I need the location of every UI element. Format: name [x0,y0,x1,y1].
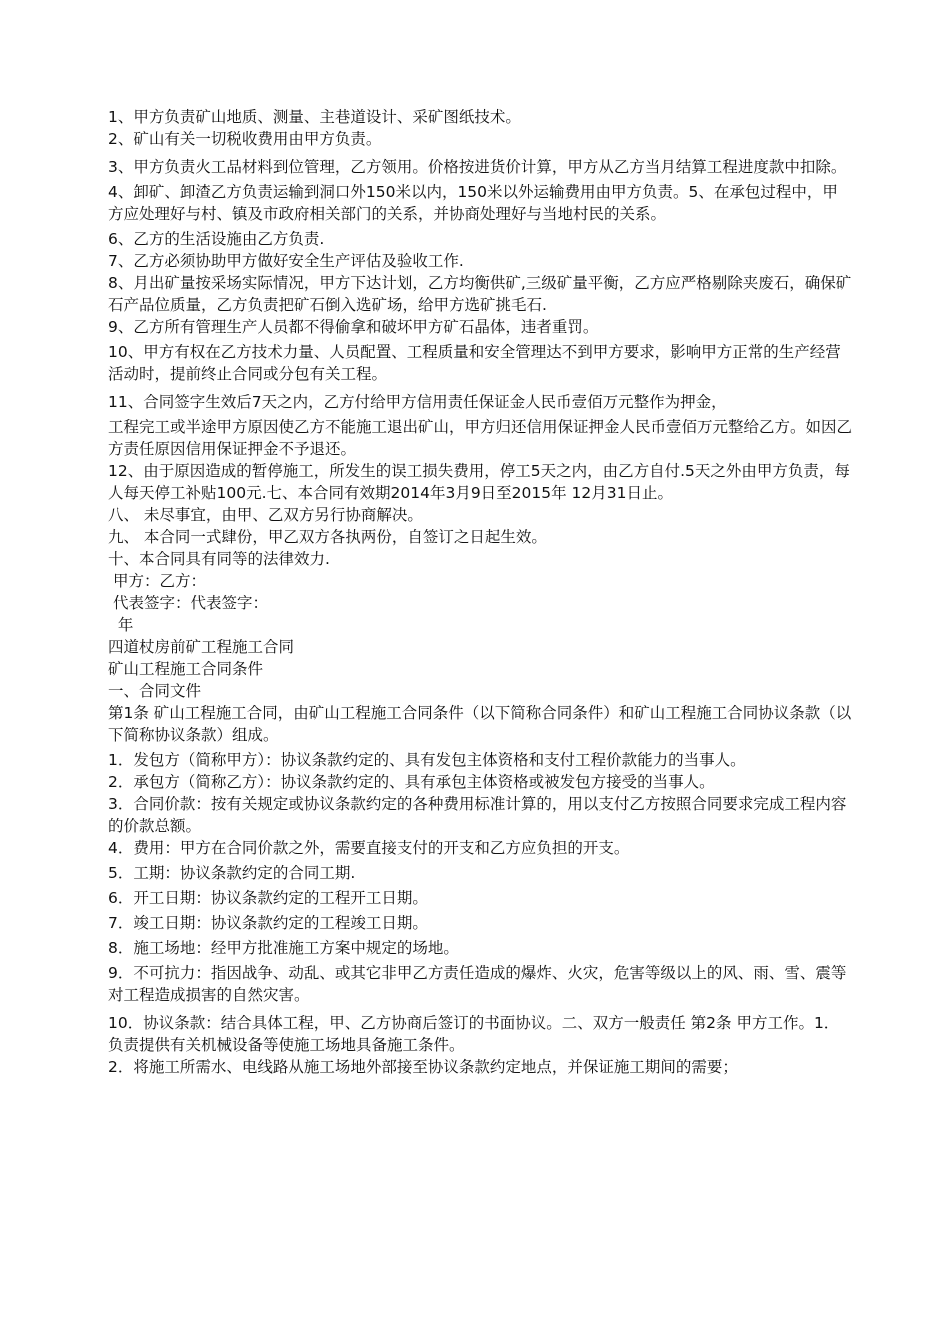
paragraph: 2．承包方（简称乙方）：协议条款约定的、具有承包主体资格或被发包方接受的当事人。 [108,773,715,791]
paragraph: 2．将施工所需水、电线路从施工场地外部接至协议条款约定地点，并保证施工期间的需要； [108,1058,738,1076]
paragraph: 5．工期：协议条款约定的合同工期. [108,864,356,882]
paragraph: 7、乙方必须协助甲方做好安全生产评估及验收工作. [108,252,464,270]
section-title: 矿山工程施工合同条件 [108,660,264,678]
signature-line-party: 甲方：乙方： [108,572,206,590]
paragraph: 4．费用：甲方在合同价款之外，需要直接支付的开支和乙方应负担的开支。 [108,839,630,857]
paragraph: 十、本合同具有同等的法律效力. [108,550,330,568]
paragraph: 6、乙方的生活设施由乙方负责. [108,230,325,248]
paragraph: 3、甲方负责火工品材料到位管理，乙方领用。价格按进货价计算，甲方从乙方当月结算工程进度款中扣除。 [108,158,847,176]
paragraph: 12、由于原因造成的暂停施工，所发生的误工损失费用，停工5天之内，由乙方自付.5天之外由甲方负责，每人每天停工补贴100元.七、本合同有效期2014年3月9日至2015年 12月31日止。 [108,462,850,502]
paragraph: 8．施工场地：经甲方批准施工方案中规定的场地。 [108,939,459,957]
paragraph: 11、合同签字生效后7天之内，乙方付给甲方信用责任保证金人民币壹佰万元整作为押金， [108,393,727,411]
paragraph: 第1条 矿山工程施工合同，由矿山工程施工合同条件（以下简称合同条件）和矿山工程施工合同协议条款（以下简称协议条款）组成。 [108,704,852,744]
paragraph: 3．合同价款：按有关规定或协议条款约定的各种费用标准计算的，用以支付乙方按照合同要求完成工程内容的价款总额。 [108,795,847,835]
paragraph: 工程完工或半途甲方原因使乙方不能施工退出矿山，甲方归还信用保证押金人民币壹佰万元整给乙方。如因乙方责任原因信用保证押金不予退还。 [108,418,853,458]
paragraph: 2、矿山有关一切税收费用由甲方负责。 [108,130,382,148]
section-heading: 一、合同文件 [108,682,202,700]
paragraph: 10．协议条款：结合具体工程，甲、乙方协商后签订的书面协议。二、双方一般责任 第2条 甲方工作。1．负责提供有关机械设备等使施工场地具备施工条件。 [108,1014,840,1054]
paragraph: 7．竣工日期：协议条款约定的工程竣工日期。 [108,914,428,932]
signature-line-representative: 代表签字：代表签字： [108,594,268,612]
paragraph: 9．不可抗力：指因战争、动乱、或其它非甲乙方责任造成的爆炸、火灾，危害等级以上的风、雨、雪、震等对工程造成损害的自然灾害。 [108,964,847,1004]
paragraph: 九、 本合同一式肆份，甲乙双方各执两份，自签订之日起生效。 [108,528,547,546]
paragraph: 八、 未尽事宜，由甲、乙双方另行协商解决。 [108,506,423,524]
paragraph: 1、甲方负责矿山地质、测量、主巷道设计、采矿图纸技术。 [108,108,521,126]
document-body [108,106,853,1078]
paragraph: 4、卸矿、卸渣乙方负责运输到洞口外150米以内，150米以外运输费用由甲方负责。5、在承包过程中，甲方应处理好与村、镇及市政府相关部门的关系，并协商处理好与当地村民的关系。 [108,183,838,223]
paragraph: 10、甲方有权在乙方技术力量、人员配置、工程质量和安全管理达不到甲方要求，影响甲方正常的生产经营活动时，提前终止合同或分包有关工程。 [108,343,841,383]
contract-title: 四道杖房前矿工程施工合同 [108,638,295,656]
signature-line-date: 年 [108,616,134,634]
paragraph: 8、月出矿量按采场实际情况，甲方下达计划，乙方均衡供矿,三级矿量平衡，乙方应严格剔除夹废石，确保矿石产品位质量，乙方负责把矿石倒入选矿场，给甲方选矿挑毛石. [108,274,852,314]
paragraph: 1．发包方（简称甲方）：协议条款约定的、具有发包主体资格和支付工程价款能力的当事人。 [108,751,746,769]
paragraph: 9、乙方所有管理生产人员都不得偷拿和破坏甲方矿石晶体，违者重罚。 [108,318,599,336]
paragraph: 6．开工日期：协议条款约定的工程开工日期。 [108,889,428,907]
